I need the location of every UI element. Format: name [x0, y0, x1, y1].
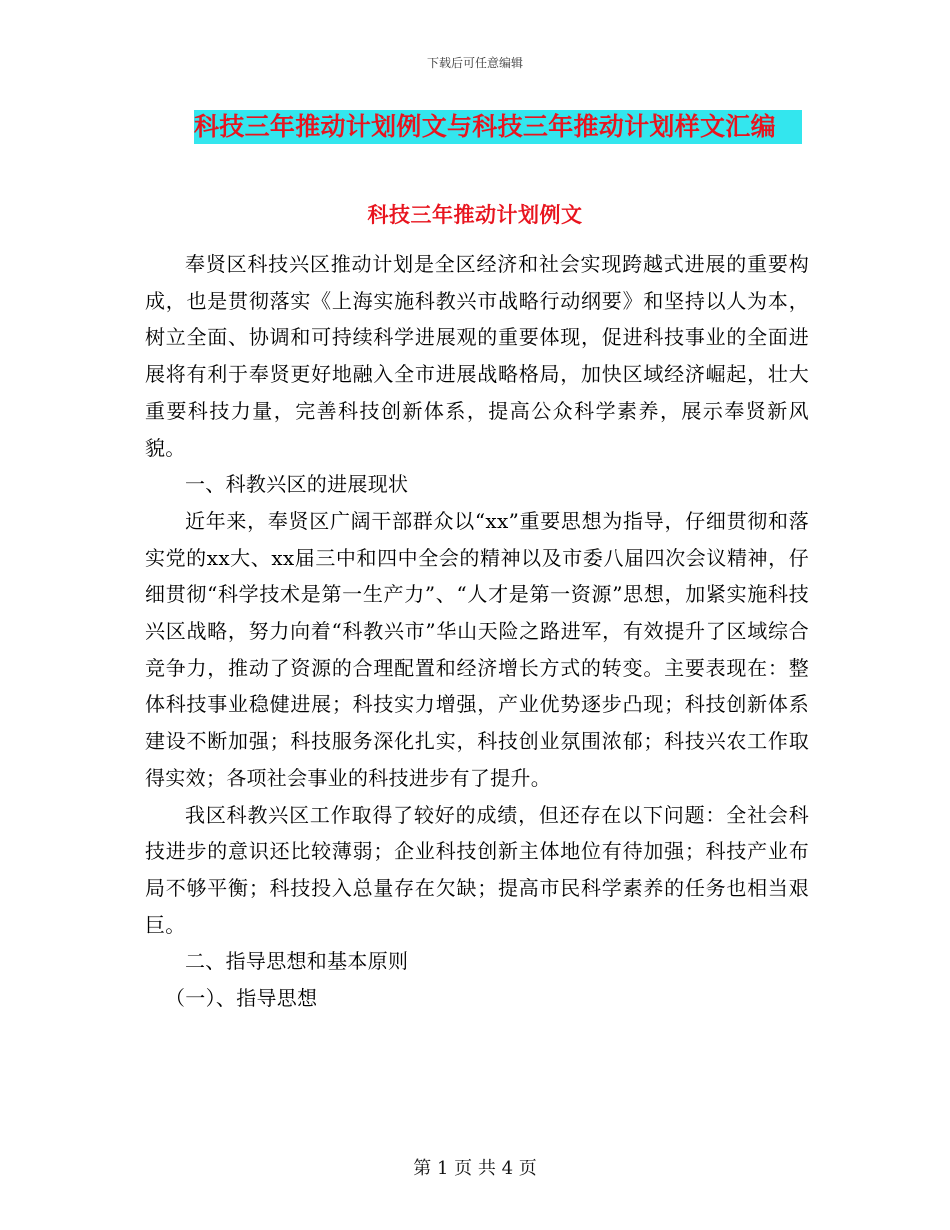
header-note: 下载后可任意编辑 [426, 56, 523, 70]
subheading-guiding-thought: （一）、指导思想 [165, 986, 318, 1011]
paragraph-intro: 奉贤区科技兴区推动计划是全区经济和社会实现跨越式进展的重要构成，也是贯彻落实《上海实施科教兴市战略行动纲要》和坚持以人为本，树立全面、协调和可持续科学进展观的重要体现，促进科技事业的全面进展将有利于奉贤更好地融入全市进展战略格局，加快区域经济崛起，壮大重要科技力量，完善科技创新体系，提高公众科学素养，展示奉贤新风貌。 [145, 252, 809, 460]
document-body [145, 246, 809, 1017]
page-footer: 第 1 页 共 4 页 [413, 1158, 537, 1179]
heading-guiding-principles: 二、指导思想和基本原则 [185, 949, 409, 974]
document-title-highlight [194, 110, 802, 144]
heading-current-status: 一、科教兴区的进展现状 [185, 472, 409, 497]
paragraph-recent-years: 近年来，奉贤区广阔干部群众以“xx”重要思想为指导，仔细贯彻和落实党的xx大、xx届三中和四中全会的精神以及市委八届四次会议精神，仔细贯彻“科学技术是第一生产力”、“人才是第一资源”思想，加紧实施科技兴区战略，努力向着“科教兴市”华山天险之路进军，有效提升了区域综合竞争力，推动了资源的合理配置和经济增长方式的转变。主要表现在：整体科技事业稳健进展；科技实力增强，产业优势逐步凸现；科技创新体系建设不断加强；科技服务深化扎实，科技创业氛围浓郁；科技兴农工作取得实效；各项社会事业的科技进步有了提升。 [145, 508, 809, 790]
paragraph-problems: 我区科教兴区工作取得了较好的成绩，但还存在以下问题：全社会科技进步的意识还比较薄弱；企业科技创新主体地位有待加强；科技产业布局不够平衡；科技投入总量存在欠缺；提高市民科学素养的任务也相当艰巨。 [145, 802, 809, 937]
document-title: 科技三年推动计划例文与科技三年推动计划样文汇编 [194, 112, 776, 141]
section-title: 科技三年推动计划例文 [367, 203, 583, 227]
